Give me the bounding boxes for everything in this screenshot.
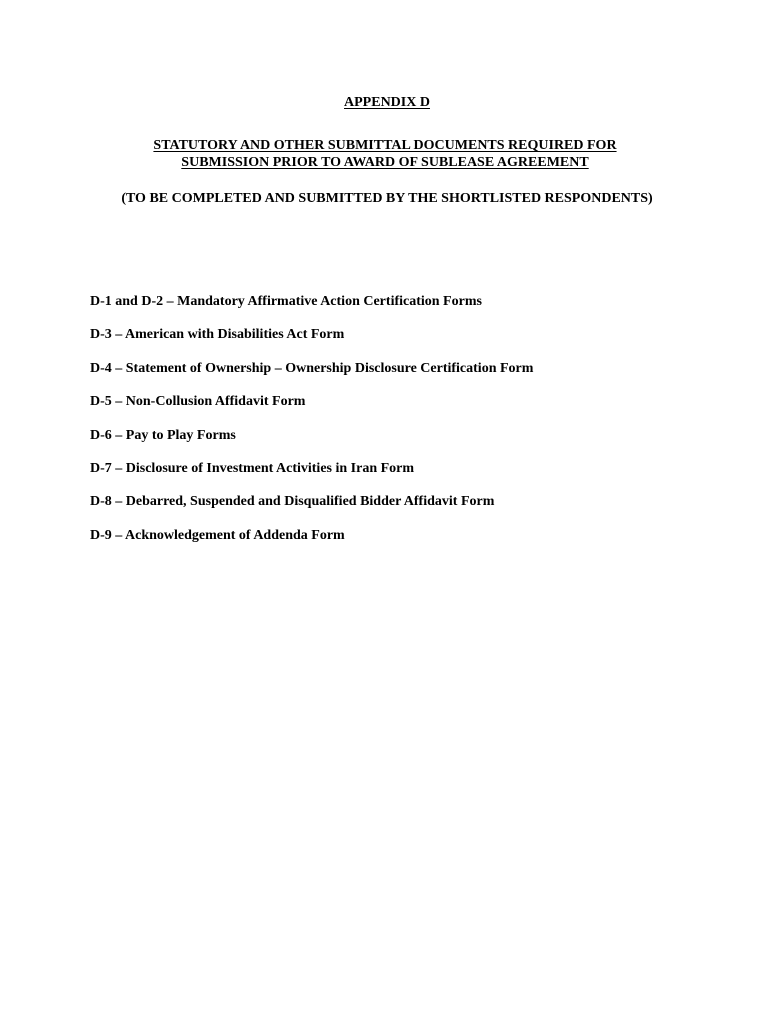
- form-item-d3: D-3 – American with Disabilities Act Form: [90, 327, 345, 343]
- appendix-title: [2, 94, 770, 111]
- form-item-d9: D-9 – Acknowledgement of Addenda Form: [90, 527, 345, 543]
- document-title-line-2-text: SUBMISSION PRIOR TO AWARD OF SUBLEASE AGREEMENT: [181, 155, 589, 170]
- completion-note: (TO BE COMPLETED AND SUBMITTED BY THE SHORTLISTED RESPONDENTS): [121, 191, 653, 206]
- document-title-line-1-text: STATUTORY AND OTHER SUBMITTAL DOCUMENTS REQUIRED FOR: [153, 138, 617, 153]
- form-item-d5: D-5 – Non-Collusion Affidavit Form: [90, 394, 306, 410]
- document-title: [0, 137, 770, 171]
- form-item-d8: D-8 – Debarred, Suspended and Disqualified Bidder Affidavit Form: [90, 494, 495, 510]
- document-title-line-2: [0, 154, 770, 171]
- appendix-title-text: APPENDIX D: [344, 95, 430, 110]
- form-item-d4: D-4 – Statement of Ownership – Ownership Disclosure Certification Form: [90, 360, 534, 376]
- document-title-line-1: [0, 137, 770, 154]
- form-item-d1-d2: D-1 and D-2 – Mandatory Affirmative Action Certification Forms: [90, 294, 482, 309]
- form-item-d7: D-7 – Disclosure of Investment Activities in Iran Form: [90, 460, 415, 476]
- form-item-d6: D-6 – Pay to Play Forms: [90, 427, 236, 443]
- required-forms-list: [90, 293, 533, 560]
